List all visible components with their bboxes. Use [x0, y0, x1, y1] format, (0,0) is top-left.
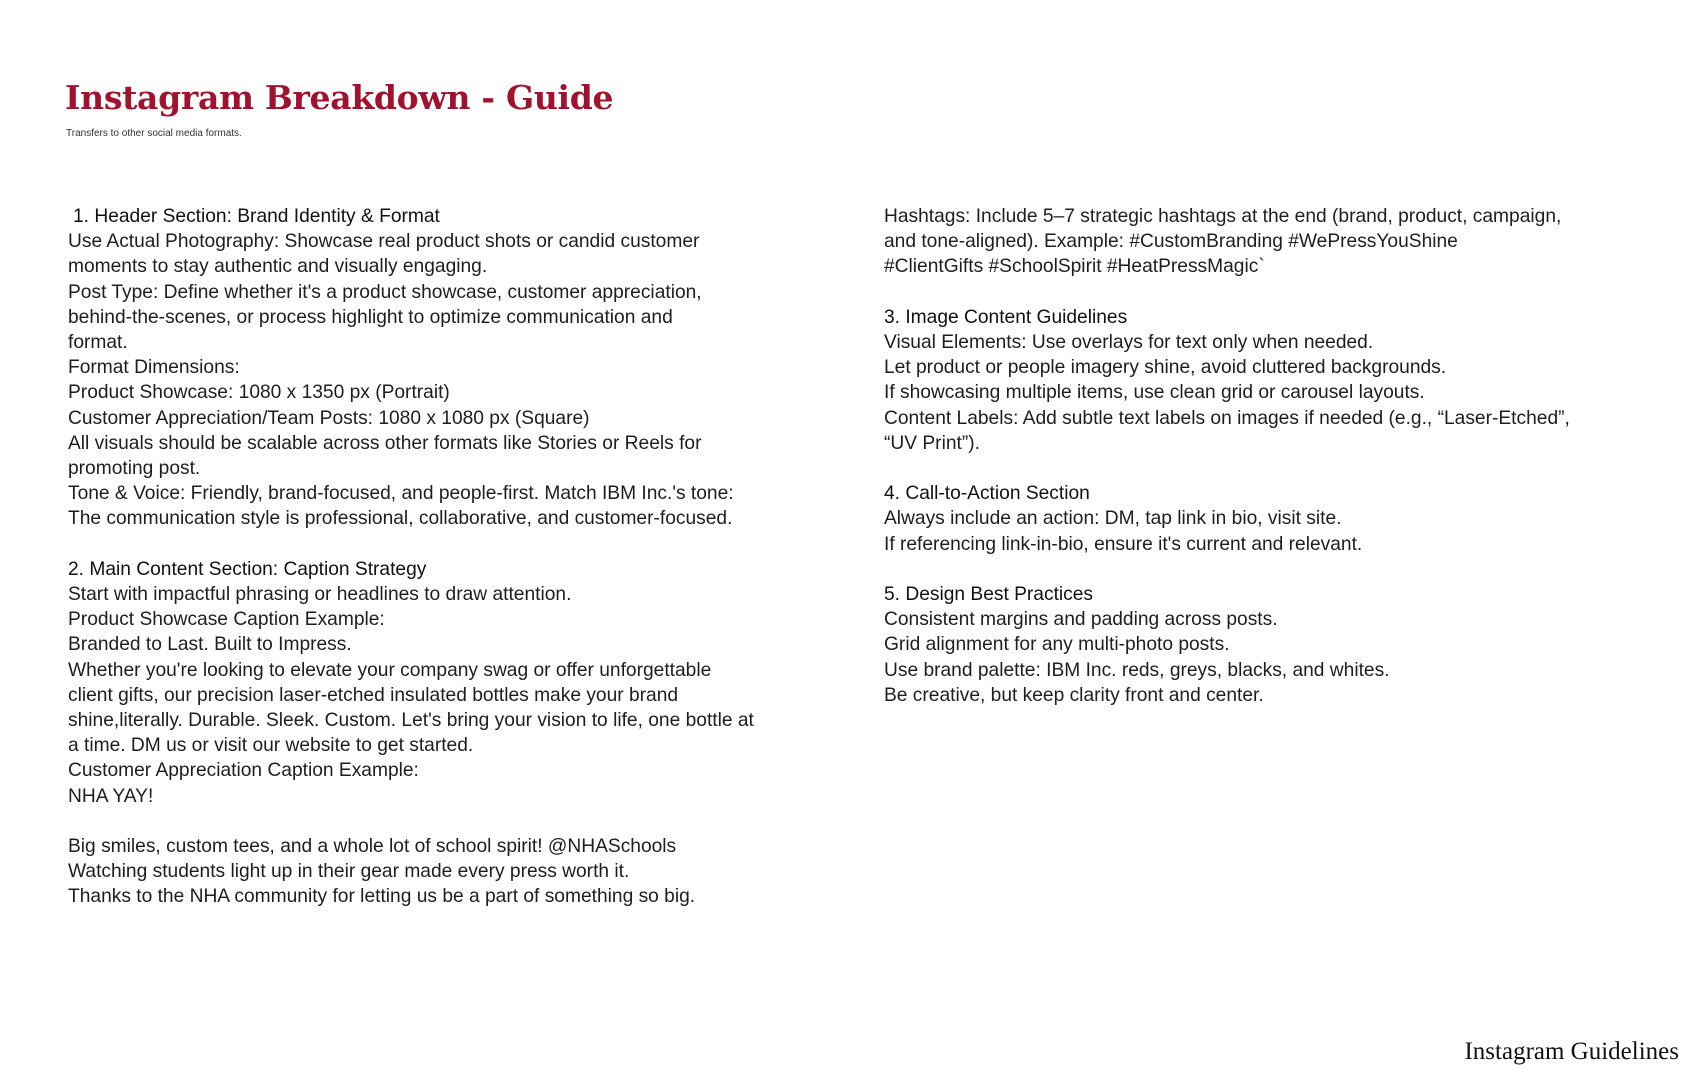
text-line: Product Showcase: 1080 x 1350 px (Portrait) — [68, 382, 450, 404]
text-line: Visual Elements: Use overlays for text only when needed. — [884, 332, 1374, 353]
blank-line — [884, 456, 1644, 481]
text-line: moments to stay authentic and visually engaging. — [68, 256, 488, 278]
text-line: shine,literally. Durable. Sleek. Custom. Let's bring your vision to life, one bottle at — [68, 710, 754, 732]
text-line: #ClientGifts #SchoolSpirit #HeatPressMagic` — [884, 256, 1265, 278]
text-line: Customer Appreciation Caption Example: — [68, 760, 419, 782]
text-line: Start with impactful phrasing or headlines to draw attention. — [68, 584, 572, 606]
text-line: a time. DM us or visit our website to get started. — [68, 735, 474, 757]
text-line: Use brand palette: IBM Inc. reds, greys, blacks, and whites. — [884, 659, 1390, 681]
text-line: If referencing link-in-bio, ensure it's current and relevant. — [884, 533, 1363, 555]
text-line: format. — [68, 332, 128, 354]
text-line: Thanks to the NHA community for letting us be a part of something so big. — [68, 886, 696, 908]
text-line: Post Type: Define whether it's a product showcase, customer appreciation, — [68, 281, 702, 303]
text-line: promoting post. — [68, 458, 201, 480]
text-line: Customer Appreciation/Team Posts: 1080 x 1080 px (Square) — [68, 407, 590, 429]
footer-title: Instagram Guidelines — [1464, 1038, 1679, 1065]
section-heading-image-content: 3. Image Content Guidelines — [884, 306, 1128, 328]
text-line: If showcasing multiple items, use clean grid or carousel layouts. — [884, 382, 1425, 404]
text-line: behind-the-scenes, or process highlight to optimize communication and — [68, 306, 673, 328]
text-line: Consistent margins and padding across posts. — [884, 609, 1278, 631]
text-line: Let product or people imagery shine, avoid cluttered backgrounds. — [884, 357, 1447, 379]
right-column — [884, 204, 1644, 708]
text-line: Branded to Last. Built to Impress. — [68, 634, 352, 656]
blank-line — [68, 809, 812, 834]
text-line: Hashtags: Include 5–7 strategic hashtags at the end (brand, product, campaign, — [884, 206, 1562, 227]
text-line: Product Showcase Caption Example: — [68, 609, 385, 631]
section-heading-call-to-action: 4. Call-to-Action Section — [884, 483, 1090, 505]
section-heading-main-content: 2. Main Content Section: Caption Strategy — [68, 558, 427, 580]
text-line: NHA YAY! — [68, 785, 154, 807]
text-line: Be creative, but keep clarity front and center. — [884, 684, 1264, 706]
blank-line — [884, 557, 1644, 582]
text-line: “UV Print”). — [884, 432, 980, 454]
section-heading-header: 1. Header Section: Brand Identity & Format — [73, 206, 440, 227]
text-line: Whether you're looking to elevate your company swag or offer unforgettable — [68, 659, 712, 681]
page-title: Instagram Breakdown - Guide — [65, 78, 614, 117]
text-line: The communication style is professional, collaborative, and customer-focused. — [68, 508, 733, 530]
section-heading-design-practices: 5. Design Best Practices — [884, 584, 1094, 605]
text-line: and tone-aligned). Example: #CustomBranding #WePressYouShine — [884, 231, 1458, 253]
text-line: Always include an action: DM, tap link in bio, visit site. — [884, 508, 1342, 530]
text-line: Tone & Voice: Friendly, brand-focused, and people-first. Match IBM Inc.'s tone: — [68, 483, 734, 505]
text-line: Content Labels: Add subtle text labels on images if needed (e.g., “Laser-Etched”, — [884, 407, 1570, 429]
text-line: All visuals should be scalable across other formats like Stories or Reels for — [68, 432, 702, 454]
left-column — [68, 204, 812, 910]
page-subtitle: Transfers to other social media formats. — [66, 128, 242, 139]
text-line: Format Dimensions: — [68, 357, 240, 379]
blank-line — [68, 532, 812, 557]
text-line: Use Actual Photography: Showcase real product shots or candid customer — [68, 231, 700, 253]
text-line: client gifts, our precision laser-etched insulated bottles make your brand — [68, 684, 679, 706]
text-line: Watching students light up in their gear made every press worth it. — [68, 861, 630, 883]
blank-line — [884, 280, 1644, 305]
text-line: Big smiles, custom tees, and a whole lot of school spirit! @NHASchools — [68, 836, 677, 858]
text-line: Grid alignment for any multi-photo posts. — [884, 634, 1230, 656]
